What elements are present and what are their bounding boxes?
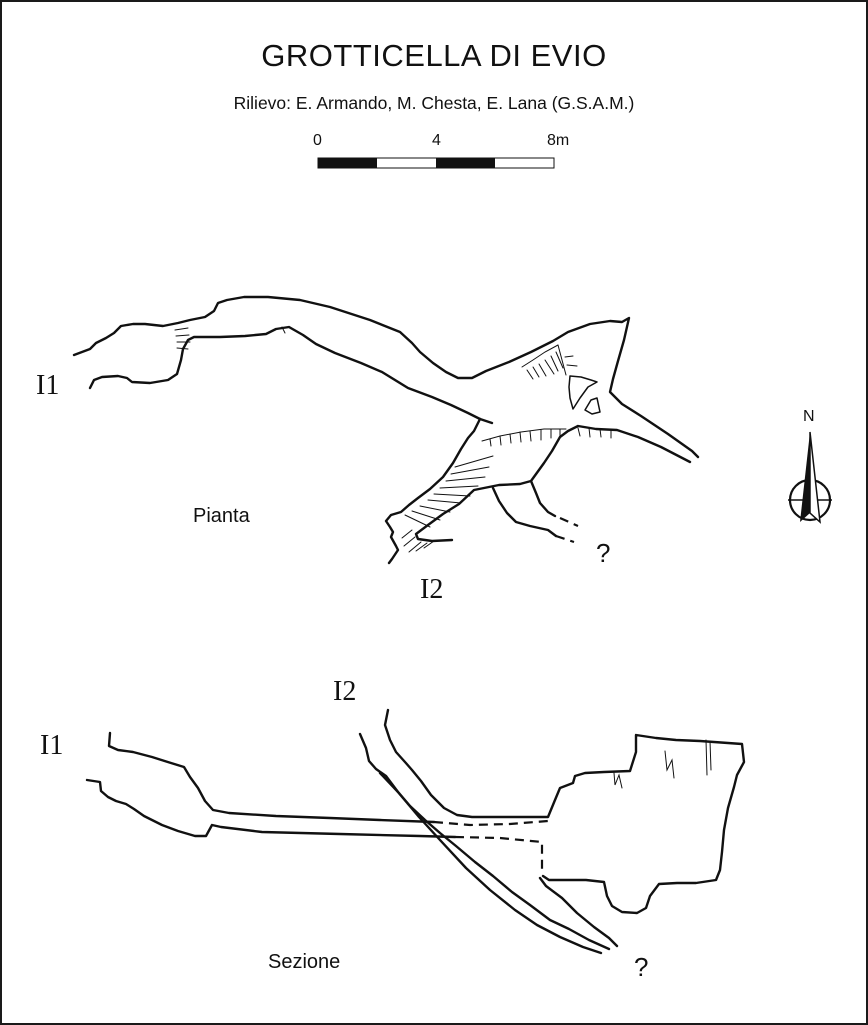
- section-label: Sezione: [268, 951, 341, 973]
- plan-drawing: [74, 297, 698, 563]
- section-drawing: [87, 710, 744, 953]
- scale-bar: [318, 158, 554, 168]
- scale-label-4: 4: [432, 132, 441, 149]
- plan-entrance-i1: I1: [36, 370, 60, 401]
- section-entrance-i2: I2: [333, 676, 357, 707]
- section-entrance-i1: I1: [40, 730, 64, 761]
- north-label: N: [803, 408, 815, 425]
- plan-label: Pianta: [193, 505, 250, 527]
- north-arrow-icon: [788, 432, 832, 522]
- plan-unknown-marker: ?: [596, 538, 611, 568]
- section-unknown-marker: ?: [634, 952, 649, 982]
- plan-entrance-i2: I2: [420, 574, 444, 605]
- scale-label-0: 0: [313, 132, 322, 149]
- scale-label-8m: 8m: [547, 132, 570, 149]
- map-title: GROTTICELLA DI EVIO: [261, 38, 607, 73]
- survey-credits: Rilievo: E. Armando, M. Chesta, E. Lana (G.S.A.M.): [233, 93, 635, 113]
